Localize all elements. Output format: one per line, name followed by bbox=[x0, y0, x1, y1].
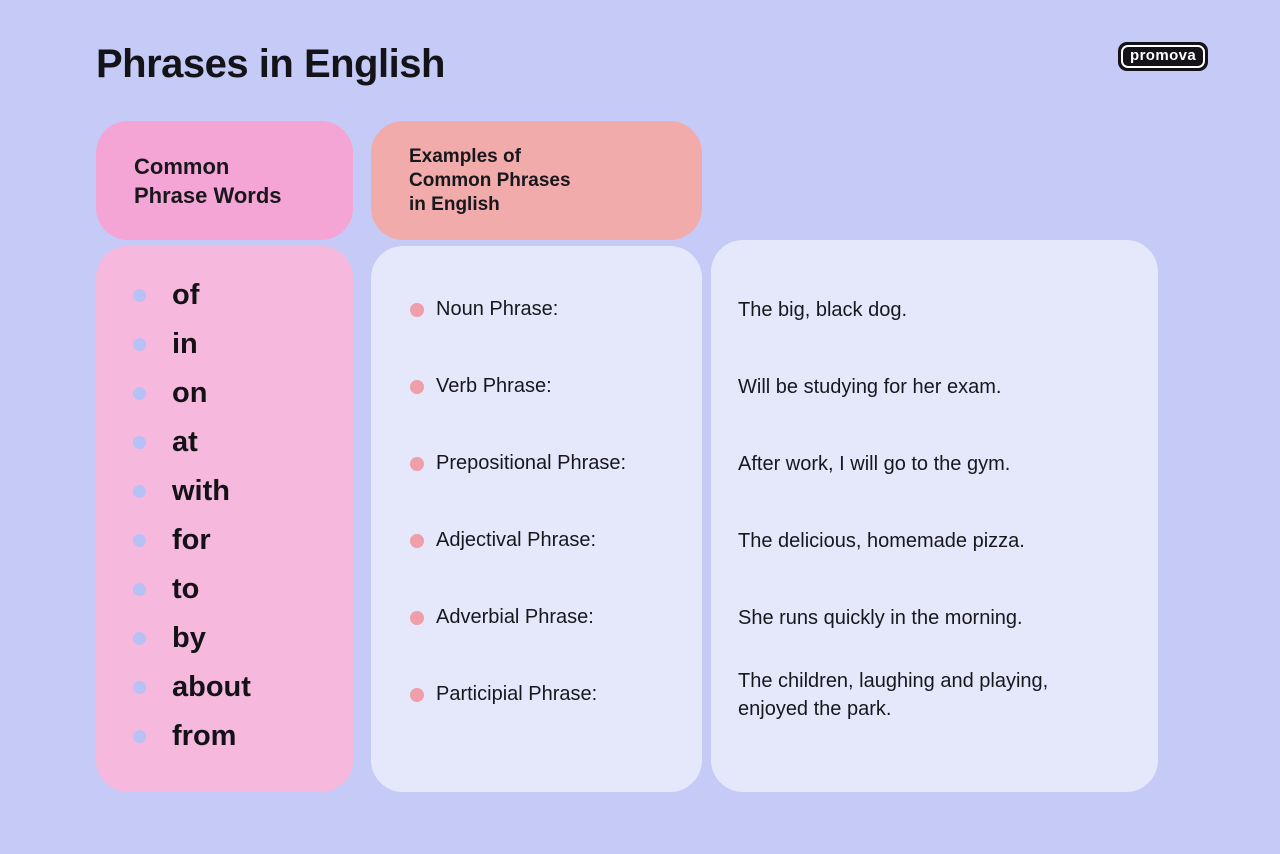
example-sentence: The delicious, homemade pizza. bbox=[738, 529, 1025, 552]
phrase-word: to bbox=[172, 573, 200, 605]
examples-header bbox=[371, 121, 702, 240]
list-item bbox=[371, 579, 702, 656]
list-item bbox=[96, 320, 353, 369]
list-item bbox=[96, 369, 353, 418]
promova-logo-text: promova bbox=[1121, 45, 1205, 68]
examples-header-card bbox=[371, 121, 702, 240]
example-sentence: She runs quickly in the morning. bbox=[738, 606, 1023, 629]
page-title: Phrases in English bbox=[96, 42, 445, 86]
bullet-icon bbox=[410, 457, 424, 471]
list-item bbox=[96, 418, 353, 467]
header-line: Examples of bbox=[409, 145, 521, 167]
phrase-type-label: Participial Phrase: bbox=[436, 683, 598, 705]
common-phrase-words-header bbox=[96, 121, 353, 240]
header-line: Common bbox=[134, 153, 230, 179]
phrase-type-list bbox=[371, 246, 702, 733]
example-list bbox=[711, 240, 1158, 733]
list-item bbox=[711, 502, 1158, 579]
phrase-type-label: Adverbial Phrase: bbox=[436, 606, 594, 628]
bullet-icon bbox=[133, 289, 146, 302]
bullet-icon bbox=[410, 611, 424, 625]
list-item bbox=[371, 348, 702, 425]
bullet-icon bbox=[133, 632, 146, 645]
phrase-word-list bbox=[96, 246, 353, 761]
promova-logo bbox=[1118, 42, 1208, 71]
common-phrase-words-header-card bbox=[96, 121, 353, 240]
list-item bbox=[96, 614, 353, 663]
list-item bbox=[371, 425, 702, 502]
bullet-icon bbox=[410, 688, 424, 702]
list-item bbox=[96, 467, 353, 516]
example-sentence: The children, laughing and playing, enjoyed the park. bbox=[738, 669, 1049, 720]
list-item bbox=[711, 425, 1158, 502]
list-item bbox=[96, 516, 353, 565]
phrase-word: in bbox=[172, 328, 198, 360]
phrase-word: on bbox=[172, 377, 208, 409]
examples-panel bbox=[711, 240, 1158, 792]
phrase-types-panel bbox=[371, 246, 702, 792]
phrase-type-label: Noun Phrase: bbox=[436, 298, 559, 320]
phrase-word: for bbox=[172, 524, 211, 556]
list-item bbox=[96, 271, 353, 320]
phrase-word: from bbox=[172, 720, 237, 752]
list-item bbox=[711, 348, 1158, 425]
header-line: Phrase Words bbox=[134, 182, 282, 208]
phrase-word: with bbox=[172, 475, 230, 507]
list-item bbox=[371, 271, 702, 348]
phrase-word: by bbox=[172, 622, 206, 654]
bullet-icon bbox=[410, 303, 424, 317]
phrase-type-label: Adjectival Phrase: bbox=[436, 529, 597, 551]
bullet-icon bbox=[133, 730, 146, 743]
list-item bbox=[371, 656, 702, 733]
bullet-icon bbox=[410, 534, 424, 548]
list-item bbox=[711, 656, 1158, 733]
phrase-words-panel bbox=[96, 246, 353, 792]
phrase-word: about bbox=[172, 671, 251, 703]
bullet-icon bbox=[133, 534, 146, 547]
list-item bbox=[96, 712, 353, 761]
list-item bbox=[96, 663, 353, 712]
bullet-icon bbox=[133, 681, 146, 694]
phrase-type-label: Verb Phrase: bbox=[436, 375, 552, 397]
phrase-word: at bbox=[172, 426, 198, 458]
header-line: in English bbox=[409, 193, 500, 215]
bullet-icon bbox=[133, 436, 146, 449]
example-sentence: After work, I will go to the gym. bbox=[738, 452, 1011, 475]
example-sentence: The big, black dog. bbox=[738, 298, 907, 321]
bullet-icon bbox=[133, 583, 146, 596]
bullet-icon bbox=[133, 485, 146, 498]
list-item bbox=[711, 271, 1158, 348]
list-item bbox=[96, 565, 353, 614]
header-line: Common Phrases bbox=[409, 169, 571, 191]
list-item bbox=[371, 502, 702, 579]
list-item bbox=[711, 579, 1158, 656]
phrase-word: of bbox=[172, 279, 200, 311]
example-sentence: Will be studying for her exam. bbox=[738, 375, 1002, 398]
bullet-icon bbox=[133, 338, 146, 351]
phrase-type-label: Prepositional Phrase: bbox=[436, 452, 627, 474]
bullet-icon bbox=[410, 380, 424, 394]
bullet-icon bbox=[133, 387, 146, 400]
